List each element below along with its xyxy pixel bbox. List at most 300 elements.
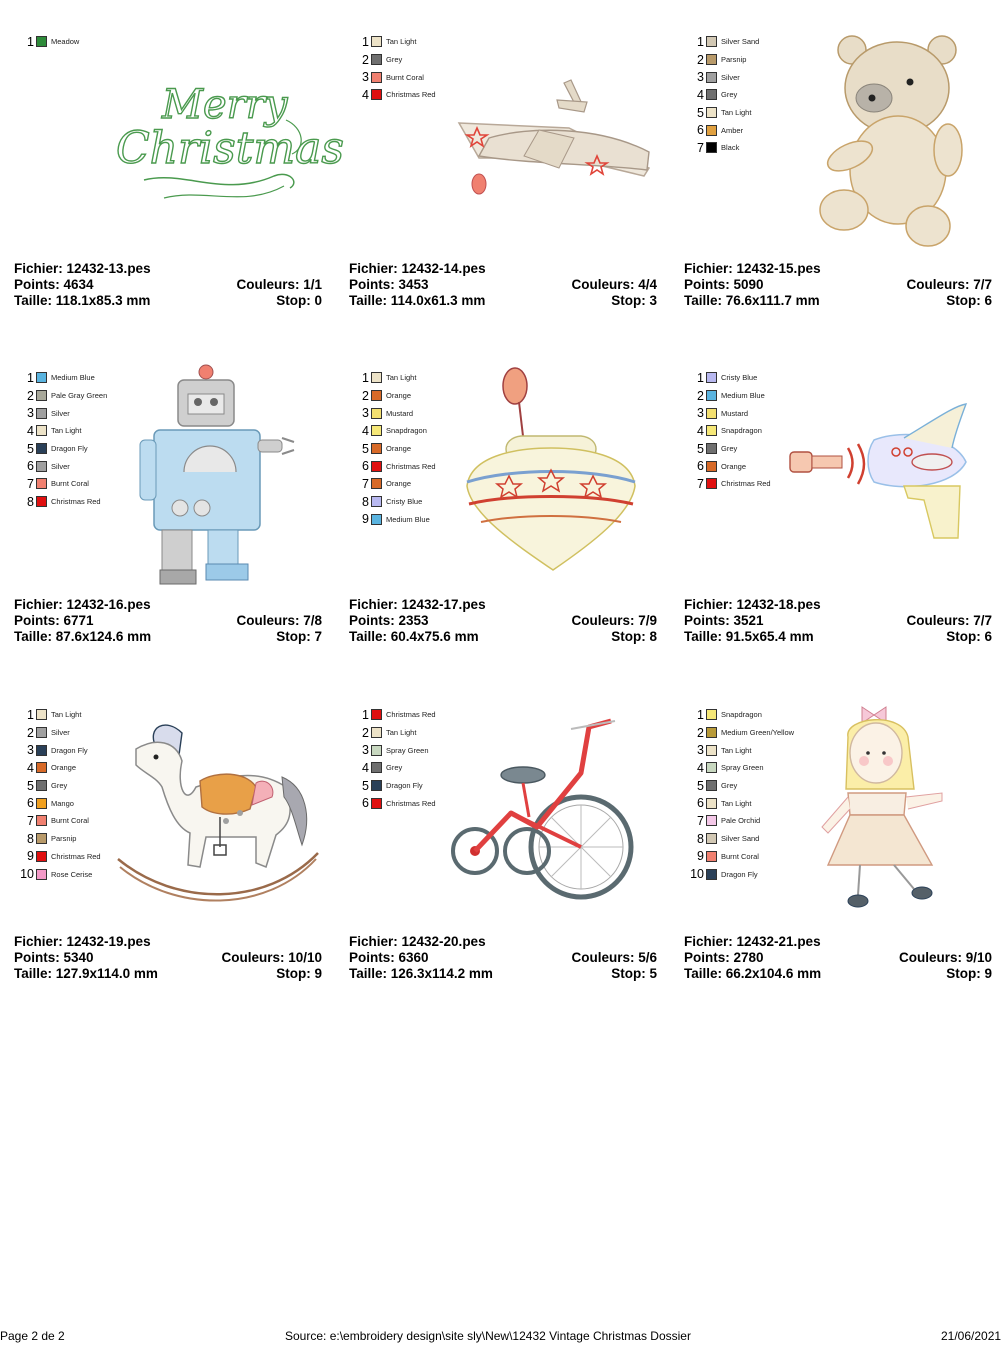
stop-count: Stop: 7	[276, 629, 322, 644]
color-swatch	[36, 390, 47, 401]
color-name: Burnt Coral	[386, 72, 424, 82]
info-row	[684, 293, 992, 309]
file-name: Fichier: 12432-14.pes	[349, 261, 486, 276]
color-swatch	[36, 709, 47, 720]
color-swatch	[371, 727, 382, 738]
color-number: 7	[362, 476, 369, 491]
color-swatch	[36, 780, 47, 791]
color-legend-row	[690, 104, 759, 122]
color-legend-row	[20, 830, 101, 848]
color-number: 3	[697, 743, 704, 758]
color-legend-row	[690, 121, 759, 139]
color-number: 2	[697, 52, 704, 67]
color-legend-row	[20, 865, 101, 883]
color-legend-row	[20, 741, 101, 759]
color-legend-row	[355, 777, 436, 795]
info-row	[684, 597, 992, 613]
color-name: Tan Light	[386, 728, 417, 738]
points-count: Points: 3453	[349, 277, 429, 292]
color-number: 8	[27, 494, 34, 509]
color-name: Burnt Coral	[51, 816, 89, 826]
color-swatch	[706, 89, 717, 100]
color-legend-row	[355, 369, 436, 387]
color-name: Orange	[721, 461, 747, 471]
color-swatch	[371, 408, 382, 419]
design-card	[349, 8, 669, 308]
design-size: Taille: 66.2x104.6 mm	[684, 966, 822, 981]
color-legend-row	[355, 86, 436, 104]
color-name: Tan Light	[721, 108, 752, 118]
color-legend	[690, 369, 771, 493]
info-row	[14, 950, 322, 966]
color-number: 2	[27, 725, 34, 740]
color-name: Grey	[51, 781, 68, 791]
color-name: Pale Gray Green	[51, 391, 108, 401]
design-size: Taille: 114.0x61.3 mm	[349, 293, 486, 308]
color-number: 4	[697, 87, 704, 102]
color-name: Mustard	[386, 408, 414, 418]
color-number: 6	[27, 796, 34, 811]
color-number: 8	[697, 831, 704, 846]
robot-icon	[140, 358, 300, 588]
color-swatch	[706, 833, 717, 844]
svg-text:Merry: Merry	[162, 82, 288, 128]
color-legend-row	[690, 440, 771, 458]
color-swatch	[706, 443, 717, 454]
color-name: Mango	[51, 798, 74, 808]
design-size: Taille: 126.3x114.2 mm	[349, 966, 493, 981]
color-legend-row	[690, 33, 759, 51]
info-row	[349, 613, 657, 629]
color-number: 7	[697, 476, 704, 491]
color-legend-row	[355, 440, 436, 458]
file-name: Fichier: 12432-15.pes	[684, 261, 821, 276]
color-legend	[690, 33, 759, 157]
color-legend-row	[355, 741, 436, 759]
color-legend-row	[355, 422, 436, 440]
color-swatch	[371, 762, 382, 773]
file-name: Fichier: 12432-18.pes	[684, 597, 821, 612]
color-number: 4	[362, 760, 369, 775]
color-swatch	[36, 478, 47, 489]
color-swatch	[706, 869, 717, 880]
design-info	[349, 261, 657, 309]
info-row	[684, 934, 992, 950]
design-size: Taille: 118.1x85.3 mm	[14, 293, 151, 308]
info-row	[14, 613, 322, 629]
color-legend	[20, 33, 79, 51]
color-number: 3	[362, 70, 369, 85]
info-row	[349, 950, 657, 966]
color-number: 2	[27, 388, 34, 403]
color-swatch	[371, 372, 382, 383]
design-size: Taille: 60.4x75.6 mm	[349, 629, 479, 644]
color-legend-row	[690, 51, 759, 69]
info-row	[14, 293, 322, 309]
color-swatch	[36, 372, 47, 383]
color-name: Spray Green	[721, 763, 764, 773]
color-number: 5	[27, 778, 34, 793]
colors-count: Couleurs: 7/7	[906, 613, 992, 628]
color-number: 1	[362, 370, 369, 385]
color-name: Silver	[721, 72, 740, 82]
color-number: 7	[27, 476, 34, 491]
color-swatch	[706, 727, 717, 738]
color-number: 3	[27, 406, 34, 421]
design-card	[349, 681, 669, 981]
color-legend-row	[20, 369, 107, 387]
color-name: Tan Light	[51, 710, 82, 720]
color-legend-row	[690, 139, 759, 157]
points-count: Points: 6360	[349, 950, 429, 965]
color-swatch	[371, 745, 382, 756]
footer-page: Page 2 de 2	[0, 1329, 65, 1343]
color-swatch	[36, 36, 47, 47]
color-swatch	[371, 514, 382, 525]
stop-count: Stop: 0	[276, 293, 322, 308]
colors-count: Couleurs: 7/7	[906, 277, 992, 292]
color-number: 3	[697, 406, 704, 421]
color-swatch	[706, 36, 717, 47]
color-legend-row	[20, 777, 101, 795]
color-number: 5	[362, 778, 369, 793]
color-name: Snapdragon	[386, 426, 427, 436]
design-info	[349, 597, 657, 645]
color-name: Tan Light	[386, 37, 417, 47]
design-card	[14, 8, 344, 308]
color-legend	[355, 706, 436, 812]
color-swatch	[706, 780, 717, 791]
color-legend-row	[20, 33, 79, 51]
color-number: 5	[362, 441, 369, 456]
color-name: Cristy Blue	[721, 373, 758, 383]
color-name: Snapdragon	[721, 710, 762, 720]
file-name: Fichier: 12432-21.pes	[684, 934, 821, 949]
color-legend-row	[20, 812, 101, 830]
color-name: Grey	[721, 90, 738, 100]
color-number: 8	[27, 831, 34, 846]
color-legend-row	[355, 794, 436, 812]
color-legend-row	[355, 68, 436, 86]
stop-count: Stop: 6	[946, 293, 992, 308]
color-swatch	[706, 745, 717, 756]
design-info	[349, 934, 657, 982]
colors-count: Couleurs: 4/4	[571, 277, 657, 292]
color-legend-row	[690, 759, 794, 777]
color-name: Christmas Red	[386, 90, 436, 100]
color-name: Dragon Fly	[386, 781, 423, 791]
color-name: Orange	[51, 763, 77, 773]
color-number: 1	[697, 370, 704, 385]
color-legend	[355, 33, 436, 104]
color-name: Spray Green	[386, 745, 429, 755]
color-legend-row	[355, 457, 436, 475]
color-number: 3	[27, 743, 34, 758]
color-number: 4	[27, 423, 34, 438]
stop-count: Stop: 9	[276, 966, 322, 981]
file-name: Fichier: 12432-20.pes	[349, 934, 486, 949]
info-row	[684, 261, 992, 277]
color-legend-row	[690, 706, 794, 724]
info-row	[684, 277, 992, 293]
points-count: Points: 5340	[14, 950, 94, 965]
design-card	[349, 344, 669, 644]
points-count: Points: 6771	[14, 613, 94, 628]
file-name: Fichier: 12432-17.pes	[349, 597, 486, 612]
info-row	[14, 261, 322, 277]
info-row	[14, 629, 322, 645]
design-card	[684, 681, 1004, 981]
info-row	[349, 597, 657, 613]
info-row	[349, 277, 657, 293]
color-legend-row	[690, 404, 771, 422]
color-swatch	[36, 425, 47, 436]
info-row	[14, 966, 322, 982]
color-name: Medium Green/Yellow	[721, 728, 795, 738]
color-swatch	[706, 408, 717, 419]
color-swatch	[36, 815, 47, 826]
color-swatch	[706, 762, 717, 773]
color-number: 2	[362, 388, 369, 403]
colors-count: Couleurs: 9/10	[898, 950, 992, 965]
color-swatch	[706, 54, 717, 65]
design-card	[14, 344, 334, 644]
color-legend-row	[355, 511, 436, 529]
color-name: Burnt Coral	[721, 851, 759, 861]
color-legend-row	[355, 51, 436, 69]
color-swatch	[706, 390, 717, 401]
color-swatch	[706, 851, 717, 862]
colors-count: Couleurs: 5/6	[571, 950, 657, 965]
color-swatch	[371, 709, 382, 720]
color-swatch	[371, 36, 382, 47]
design-info	[14, 597, 322, 645]
points-count: Points: 5090	[684, 277, 764, 292]
color-number: 10	[20, 867, 34, 882]
color-name: Tan Light	[721, 798, 752, 808]
color-legend-row	[690, 86, 759, 104]
color-legend-row	[690, 475, 771, 493]
color-legend	[690, 706, 794, 883]
color-legend-row	[20, 475, 107, 493]
colors-count: Couleurs: 7/9	[571, 613, 657, 628]
color-name: Grey	[721, 444, 738, 454]
color-number: 6	[697, 796, 704, 811]
color-swatch	[706, 461, 717, 472]
design-info	[14, 261, 322, 309]
info-row	[349, 629, 657, 645]
color-number: 4	[362, 87, 369, 102]
stop-count: Stop: 9	[946, 966, 992, 981]
color-swatch	[36, 745, 47, 756]
color-name: Orange	[386, 391, 412, 401]
color-number: 5	[27, 441, 34, 456]
design-info	[684, 261, 992, 309]
color-number: 8	[362, 494, 369, 509]
color-number: 5	[697, 441, 704, 456]
color-legend-row	[690, 865, 794, 883]
color-number: 7	[697, 140, 704, 155]
color-name: Snapdragon	[721, 426, 762, 436]
color-swatch	[706, 107, 717, 118]
color-number: 7	[27, 813, 34, 828]
design-size: Taille: 127.9x114.0 mm	[14, 966, 158, 981]
file-name: Fichier: 12432-16.pes	[14, 597, 151, 612]
color-swatch	[706, 709, 717, 720]
file-name: Fichier: 12432-13.pes	[14, 261, 151, 276]
points-count: Points: 4634	[14, 277, 94, 292]
color-name: Amber	[721, 125, 744, 135]
color-number: 3	[362, 743, 369, 758]
color-number: 2	[697, 388, 704, 403]
merry-christmas-lettering	[114, 58, 344, 218]
color-legend-row	[690, 830, 794, 848]
color-number: 4	[697, 423, 704, 438]
color-number: 1	[362, 34, 369, 49]
color-swatch	[706, 815, 717, 826]
tricycle-icon	[451, 717, 641, 901]
info-row	[14, 934, 322, 950]
color-legend-row	[690, 457, 771, 475]
color-number: 4	[27, 760, 34, 775]
info-row	[14, 597, 322, 613]
color-number: 1	[27, 370, 34, 385]
color-name: Cristy Blue	[386, 497, 423, 507]
color-name: Grey	[386, 55, 403, 65]
rocking-horse-icon	[116, 717, 322, 903]
color-number: 3	[697, 70, 704, 85]
colors-count: Couleurs: 1/1	[236, 277, 322, 292]
color-name: Tan Light	[721, 745, 752, 755]
color-legend-row	[355, 759, 436, 777]
color-name: Christmas Red	[51, 851, 101, 861]
info-row	[349, 966, 657, 982]
color-number: 2	[362, 52, 369, 67]
color-number: 9	[27, 849, 34, 864]
color-legend-row	[355, 387, 436, 405]
color-number: 4	[362, 423, 369, 438]
design-info	[14, 934, 322, 982]
points-count: Points: 2780	[684, 950, 764, 965]
color-swatch	[36, 869, 47, 880]
color-swatch	[36, 762, 47, 773]
color-legend-row	[20, 794, 101, 812]
file-name: Fichier: 12432-19.pes	[14, 934, 151, 949]
color-number: 9	[697, 849, 704, 864]
color-name: Grey	[386, 763, 403, 773]
color-swatch	[36, 851, 47, 862]
color-legend-row	[355, 475, 436, 493]
color-legend-row	[690, 812, 794, 830]
design-size: Taille: 87.6x124.6 mm	[14, 629, 152, 644]
color-legend-row	[20, 493, 107, 511]
color-name: Black	[721, 143, 740, 153]
info-row	[349, 261, 657, 277]
color-legend-row	[355, 724, 436, 742]
stop-count: Stop: 8	[611, 629, 657, 644]
color-number: 2	[697, 725, 704, 740]
color-swatch	[371, 461, 382, 472]
info-row	[684, 966, 992, 982]
color-number: 1	[27, 707, 34, 722]
ray-gun-icon	[784, 400, 984, 550]
color-number: 6	[362, 459, 369, 474]
color-name: Christmas Red	[386, 461, 436, 471]
design-size: Taille: 91.5x65.4 mm	[684, 629, 814, 644]
color-legend-row	[20, 706, 101, 724]
color-swatch	[371, 780, 382, 791]
info-row	[14, 277, 322, 293]
color-swatch	[371, 443, 382, 454]
color-number: 1	[362, 707, 369, 722]
color-name: Burnt Coral	[51, 479, 89, 489]
design-size: Taille: 76.6x111.7 mm	[684, 293, 820, 308]
design-info	[684, 934, 992, 982]
stop-count: Stop: 6	[946, 629, 992, 644]
doll-icon	[818, 697, 958, 919]
color-legend-row	[20, 457, 107, 475]
color-swatch	[36, 496, 47, 507]
color-name: Tan Light	[386, 373, 417, 383]
color-name: Orange	[386, 479, 412, 489]
color-name: Medium Blue	[721, 391, 765, 401]
color-legend-row	[20, 404, 107, 422]
design-card	[684, 344, 1004, 644]
color-legend-row	[690, 724, 794, 742]
color-legend-row	[355, 404, 436, 422]
color-name: Medium Blue	[386, 514, 430, 524]
design-card	[684, 8, 1004, 308]
colors-count: Couleurs: 7/8	[236, 613, 322, 628]
design-info	[684, 597, 992, 645]
points-count: Points: 2353	[349, 613, 429, 628]
color-swatch	[706, 125, 717, 136]
color-number: 1	[697, 34, 704, 49]
color-swatch	[371, 478, 382, 489]
color-legend-row	[690, 369, 771, 387]
color-number: 6	[697, 123, 704, 138]
color-swatch	[371, 72, 382, 83]
color-legend-row	[20, 387, 107, 405]
color-number: 6	[27, 459, 34, 474]
color-legend-row	[690, 387, 771, 405]
spinning-top-icon	[461, 364, 641, 584]
color-swatch	[36, 833, 47, 844]
color-name: Parsnip	[51, 834, 77, 844]
color-number: 4	[697, 760, 704, 775]
color-name: Parsnip	[721, 55, 747, 65]
color-number: 5	[697, 778, 704, 793]
color-legend-row	[355, 493, 436, 511]
color-swatch	[706, 478, 717, 489]
color-name: Pale Orchid	[721, 816, 761, 826]
color-number: 1	[27, 34, 34, 49]
color-swatch	[371, 496, 382, 507]
color-name: Tan Light	[51, 426, 82, 436]
info-row	[684, 950, 992, 966]
color-number: 10	[690, 867, 704, 882]
color-legend-row	[20, 440, 107, 458]
color-swatch	[371, 798, 382, 809]
color-swatch	[706, 72, 717, 83]
color-name: Silver	[51, 461, 70, 471]
color-name: Silver	[51, 728, 70, 738]
color-legend-row	[690, 777, 794, 795]
color-name: Meadow	[51, 37, 80, 47]
color-name: Dragon Fly	[721, 869, 758, 879]
color-swatch	[371, 89, 382, 100]
color-legend	[355, 369, 436, 528]
